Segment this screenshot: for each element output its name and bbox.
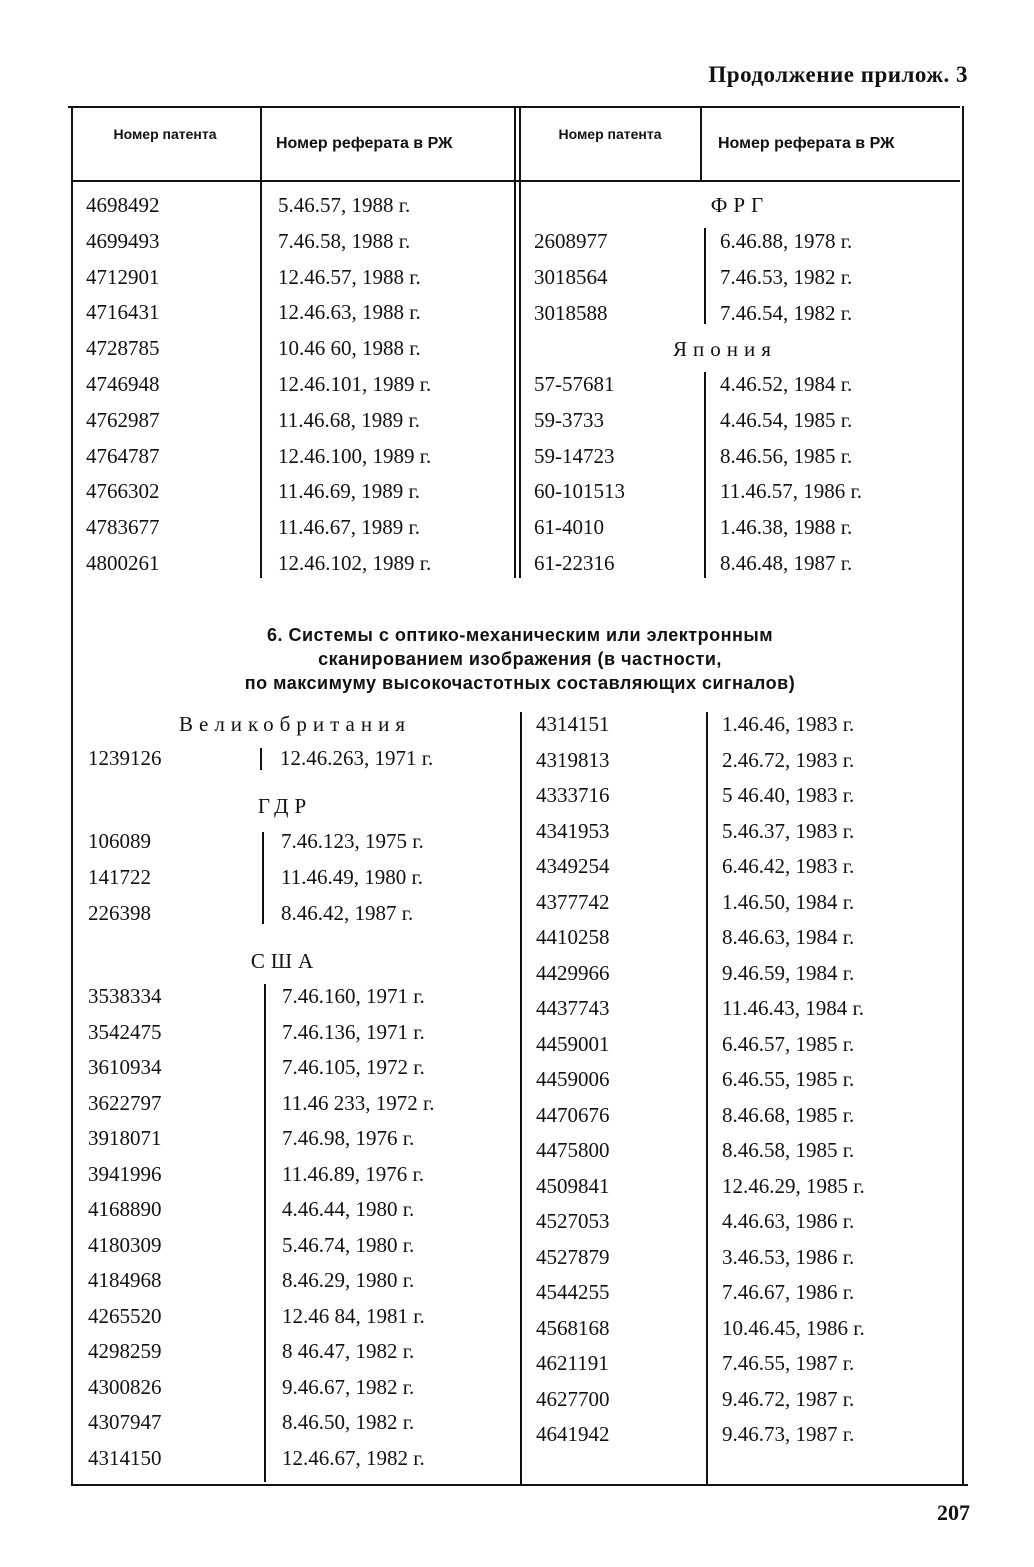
abstract-reference: 12.46.101, 1989 г. [278, 372, 432, 396]
abstract-reference: 8.46.48, 1987 г. [720, 551, 853, 575]
abstract-reference: 7.46.67, 1986 г. [722, 1280, 855, 1304]
patent-number: 226398 [88, 901, 151, 925]
abstract-reference: 11.46.43, 1984 г. [722, 996, 864, 1020]
abstract-reference: 8.46.42, 1987 г. [281, 901, 414, 925]
patent-number: 4621191 [536, 1351, 609, 1375]
abstract-reference: 8.46.68, 1985 г. [722, 1102, 855, 1127]
abstract-reference: 6.46.88, 1978 г. [720, 229, 853, 253]
gb-col-divider [260, 748, 262, 770]
table-bottom-rule [72, 1484, 968, 1486]
patent-number: 4766302 [86, 479, 160, 504]
patent-number: 1239126 [88, 746, 162, 770]
patent-number: 4527053 [536, 1209, 610, 1233]
abstract-reference: 9.46.59, 1984 г. [722, 960, 855, 985]
abstract-reference: 11.46.89, 1976 г. [282, 1161, 424, 1186]
usa-col-divider [264, 984, 266, 1482]
abstract-reference: 4.46.63, 1986 г. [722, 1209, 855, 1233]
abstract-reference: 7.46.160, 1971 г. [282, 984, 425, 1008]
patent-number: 4475800 [536, 1138, 610, 1162]
patent-number: 106089 [88, 829, 151, 853]
gdr-country-title: ГДР [257, 794, 313, 818]
patent-number: 4314151 [536, 712, 610, 736]
abstract-reference: 12.46 84, 1981 г. [282, 1303, 425, 1328]
patent-number: 60-101513 [534, 479, 625, 504]
patent-number: 4459001 [536, 1031, 610, 1056]
abstract-reference: 5.46.74, 1980 г. [282, 1232, 415, 1257]
abstract-reference: 8.46.29, 1980 г. [282, 1268, 415, 1292]
page-number: 207 [937, 1500, 970, 1525]
patent-number: 4568168 [536, 1315, 610, 1340]
top-left-col-divider [260, 108, 262, 578]
patent-number: 4746948 [86, 372, 160, 396]
patent-number: 4410258 [536, 925, 610, 949]
abstract-reference: 7.46.55, 1987 г. [722, 1351, 855, 1375]
patent-number: 4377742 [536, 889, 610, 914]
abstract-reference: 6.46.55, 1985 г. [722, 1067, 855, 1091]
abstract-reference: 1.46.46, 1983 г. [722, 712, 855, 736]
abstract-reference: 6.46.57, 1985 г. [722, 1031, 855, 1056]
abstract-reference: 8.46.56, 1985 г. [720, 443, 853, 468]
abstract-reference: 10.46 60, 1988 г. [278, 336, 421, 361]
abstract-reference: 4.46.44, 1980 г. [282, 1197, 415, 1221]
abstract-reference: 8 46.47, 1982 г. [282, 1339, 415, 1363]
abstract-reference: 5.46.37, 1983 г. [722, 818, 855, 843]
header-bottom-rule [72, 180, 960, 182]
patent-number: 4429966 [536, 960, 610, 985]
abstract-reference: 7.46.105, 1972 г. [282, 1055, 425, 1079]
abstract-reference: 5.46.57, 1988 г. [278, 193, 411, 217]
abstract-reference: 7.46.123, 1975 г. [281, 829, 424, 853]
patent-number: 4333716 [536, 783, 610, 807]
patent-number: 61-4010 [534, 515, 604, 540]
patent-number: 4699493 [86, 228, 160, 253]
header-patent-right: Номер патента [558, 126, 662, 142]
patent-number: 4265520 [88, 1303, 162, 1328]
patent-number: 3918071 [88, 1126, 162, 1150]
frg-col-divider [704, 228, 706, 324]
patent-number: 2608977 [534, 229, 608, 253]
patent-number: 4341953 [536, 818, 610, 843]
section-6-title-line-1: 6. Системы с оптико-механическим или электронным [266, 625, 774, 645]
patent-number: 59-14723 [534, 443, 615, 468]
patent-number: 4544255 [536, 1280, 610, 1304]
bottom-center-divider [520, 712, 522, 1484]
abstract-reference: 8.46.58, 1985 г. [722, 1138, 855, 1162]
abstract-reference: 7.46.53, 1982 г. [720, 265, 853, 289]
abstract-reference: 1.46.38, 1988 г. [720, 515, 853, 540]
patent-number: 4716431 [86, 300, 160, 325]
patent-number: 4698492 [86, 193, 160, 217]
abstract-reference: 11.46.57, 1986 г. [720, 479, 862, 504]
abstract-reference: 7.46.58, 1988 г. [278, 228, 411, 253]
patent-number: 61-22316 [534, 551, 615, 575]
abstract-reference: 11.46 233, 1972 г. [282, 1090, 435, 1115]
abstract-reference: 11.46.68, 1989 г. [278, 407, 420, 432]
bottom-right-col-divider [706, 712, 708, 1484]
table-right-border [962, 106, 964, 1486]
abstract-reference: 2.46.72, 1983 г. [722, 747, 855, 772]
abstract-reference: 12.46.29, 1985 г. [722, 1173, 865, 1198]
abstract-reference: 12.46.102, 1989 г. [278, 551, 432, 575]
center-double-divider-a [514, 108, 516, 578]
patent-number: 4470676 [536, 1102, 610, 1127]
patent-number: 4764787 [86, 443, 160, 468]
frg-country-title: ФРГ [710, 193, 770, 217]
patent-number: 4184968 [88, 1268, 162, 1292]
abstract-reference: 5 46.40, 1983 г. [722, 783, 855, 807]
usa-country-title: США [250, 949, 320, 973]
patent-number: 4180309 [88, 1232, 162, 1257]
patent-number: 59-3733 [534, 407, 604, 432]
header-ref-right: Номер реферата в РЖ [718, 135, 895, 152]
abstract-reference: 12.46.57, 1988 г. [278, 264, 421, 289]
gb-country-title: Великобритания [179, 712, 411, 736]
abstract-reference: 6.46.42, 1983 г. [722, 854, 855, 878]
header-patent-left: Номер патента [113, 126, 217, 142]
abstract-reference: 4.46.52, 1984 г. [720, 372, 853, 396]
section-6-title-line-3: по максимуму высокочастотных составляющих сигналов) [244, 673, 796, 693]
patent-number: 4762987 [86, 407, 160, 432]
abstract-reference: 11.46.69, 1989 г. [278, 479, 420, 504]
gdr-col-divider [262, 832, 264, 924]
patent-number: 4459006 [536, 1067, 610, 1091]
abstract-reference: 3.46.53, 1986 г. [722, 1244, 855, 1269]
patent-number: 3018588 [534, 301, 608, 325]
patent-number: 4783677 [86, 515, 160, 540]
abstract-reference: 9.46.67, 1982 г. [282, 1374, 415, 1399]
patent-number: 3622797 [88, 1090, 162, 1115]
patent-number: 4509841 [536, 1173, 610, 1198]
patent-number: 4800261 [86, 551, 160, 575]
patent-number: 141722 [88, 865, 151, 889]
abstract-reference: 4.46.54, 1985 г. [720, 407, 853, 432]
abstract-reference: 9.46.73, 1987 г. [722, 1422, 855, 1446]
abstract-reference: 1.46.50, 1984 г. [722, 889, 855, 914]
abstract-reference: 7.46.136, 1971 г. [282, 1019, 425, 1044]
japan-col-divider [704, 372, 706, 578]
patent-number: 4712901 [86, 264, 160, 289]
center-double-divider-b [519, 108, 521, 578]
patent-number: 3610934 [88, 1055, 162, 1079]
patent-number: 3018564 [534, 265, 608, 289]
patent-number: 3538334 [88, 984, 162, 1008]
abstract-reference: 10.46.45, 1986 г. [722, 1315, 865, 1340]
abstract-reference: 8.46.50, 1982 г. [282, 1410, 415, 1434]
header-ref-left: Номер реферата в РЖ [276, 135, 453, 152]
abstract-reference: 12.46.63, 1988 г. [278, 300, 421, 325]
patent-number: 3542475 [88, 1019, 162, 1044]
patent-number: 3941996 [88, 1161, 162, 1186]
abstract-reference: 12.46.263, 1971 г. [280, 746, 434, 770]
patent-number: 4168890 [88, 1197, 162, 1221]
patent-number: 4728785 [86, 336, 160, 361]
patent-number: 4307947 [88, 1410, 162, 1434]
continuation-label: Продолжение прилож. 3 [708, 62, 968, 87]
patent-number: 4437743 [536, 996, 610, 1020]
patent-number: 4641942 [536, 1422, 610, 1446]
patent-number: 4349254 [536, 854, 610, 878]
japan-country-title: Япония [673, 337, 777, 361]
patent-number: 4298259 [88, 1339, 162, 1363]
table-left-border [71, 106, 73, 1486]
abstract-reference: 9.46.72, 1987 г. [722, 1386, 855, 1411]
abstract-reference: 11.46.67, 1989 г. [278, 515, 420, 540]
patent-number: 4314150 [88, 1445, 162, 1470]
abstract-reference: 7.46.54, 1982 г. [720, 301, 853, 325]
abstract-reference: 7.46.98, 1976 г. [282, 1126, 415, 1150]
abstract-reference: 12.46.100, 1989 г. [278, 443, 432, 468]
patent-number: 57-57681 [534, 372, 615, 396]
top-right-header-divider [700, 108, 702, 180]
patent-number: 4319813 [536, 747, 610, 772]
abstract-reference: 11.46.49, 1980 г. [281, 865, 423, 889]
abstract-reference: 8.46.63, 1984 г. [722, 925, 855, 949]
patent-number: 4627700 [536, 1386, 610, 1411]
patent-number: 4300826 [88, 1374, 162, 1399]
patent-number: 4527879 [536, 1244, 610, 1269]
section-6-title-line-2: сканированием изображения (в частности, [318, 649, 722, 669]
abstract-reference: 12.46.67, 1982 г. [282, 1445, 425, 1470]
